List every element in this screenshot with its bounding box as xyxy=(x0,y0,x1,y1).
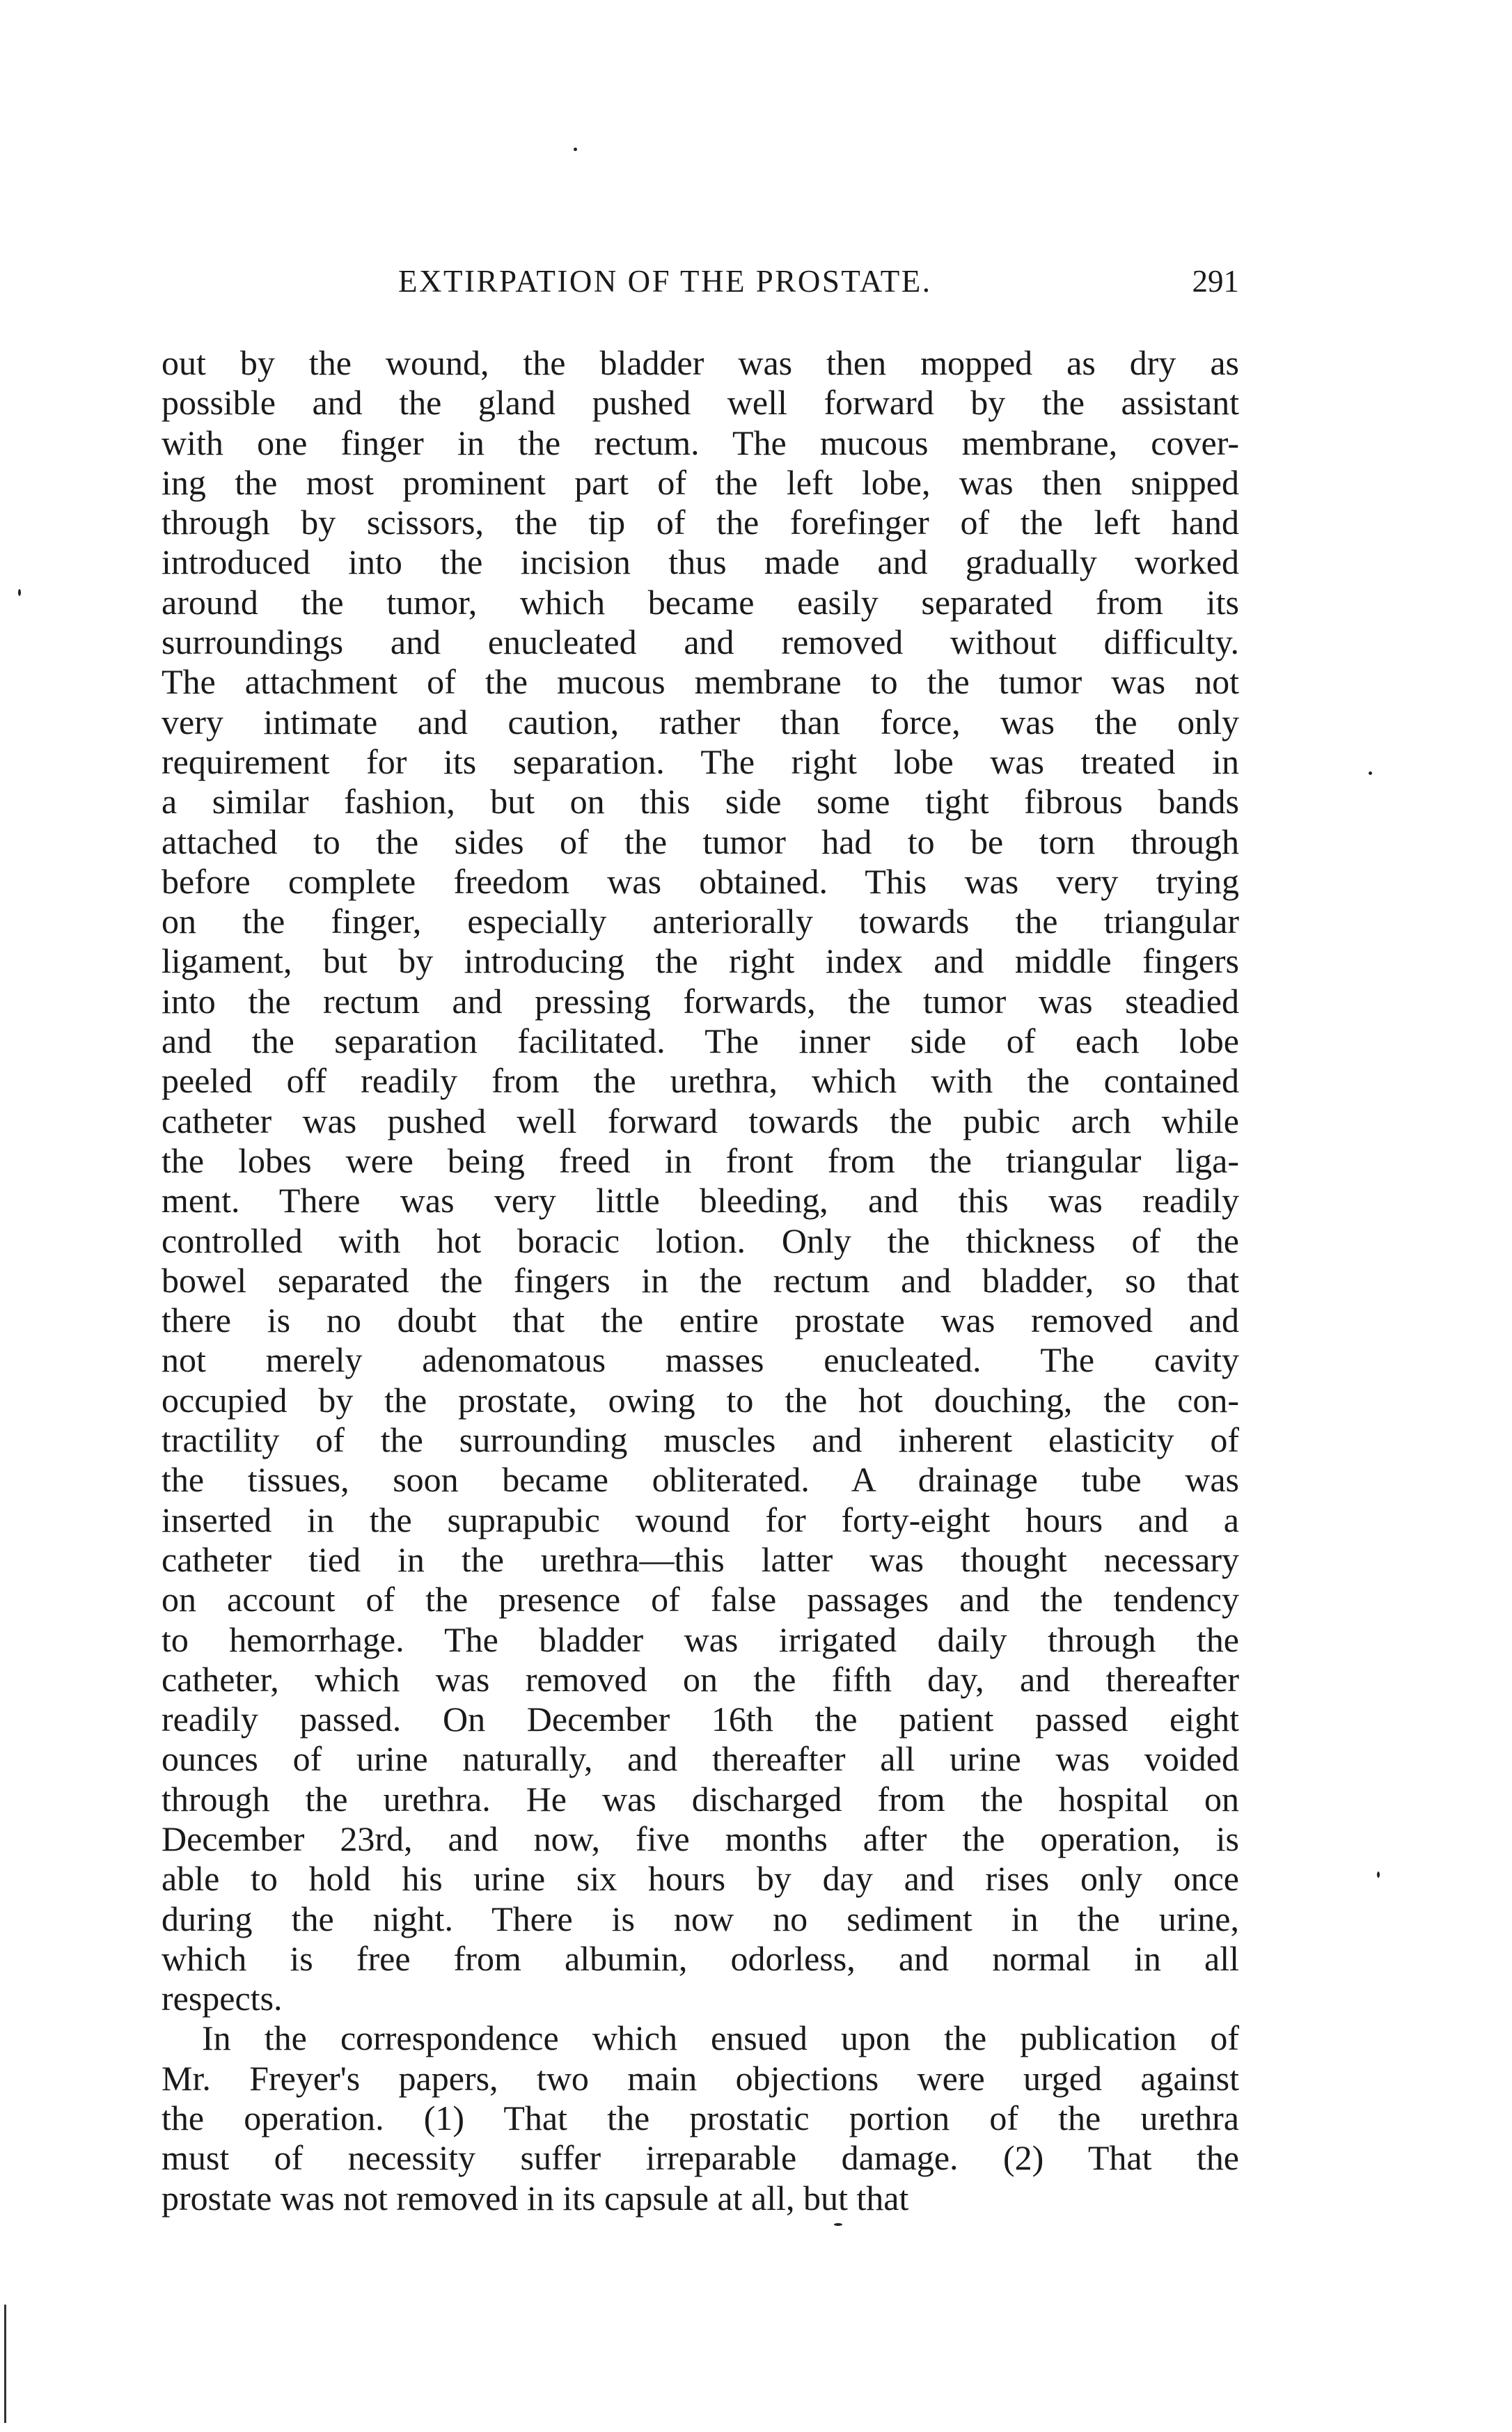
text-line: surroundings and enucleated and removed without difficulty. xyxy=(162,622,1239,662)
page-header xyxy=(162,263,1239,308)
text-line: before complete freedom was obtained. This was very trying xyxy=(162,861,1239,901)
text-line: December 23rd, and now, five months after the operation, is xyxy=(162,1819,1239,1858)
text-line: inserted in the suprapubic wound for forty-eight hours and a xyxy=(162,1500,1239,1539)
text-line: through the urethra. He was discharged from the hospital on xyxy=(162,1779,1239,1819)
text-line: controlled with hot boracic lotion. Only the thickness of the xyxy=(162,1221,1239,1260)
text-line: peeled off readily from the urethra, which with the contained xyxy=(162,1061,1239,1101)
text-line: ligament, but by introducing the right index and middle fingers xyxy=(162,941,1239,981)
text-line: possible and the gland pushed well forward by the assistant xyxy=(162,383,1239,423)
text-line: on account of the presence of false passages and the tendency xyxy=(162,1580,1239,1619)
text-line: into the rectum and pressing forwards, the tumor was steadied xyxy=(162,981,1239,1021)
text-line: catheter, which was removed on the fifth day, and thereafter xyxy=(162,1659,1239,1699)
paragraph-1 xyxy=(162,343,1239,2018)
text-line: the tissues, soon became obliterated. A drainage tube was xyxy=(162,1460,1239,1500)
text-line: on the finger, especially anteriorally towards the triangular xyxy=(162,902,1239,941)
text-line: Mr. Freyer's papers, two main objections were urged against xyxy=(162,2058,1239,2098)
text-line: to hemorrhage. The bladder was irrigated daily through the xyxy=(162,1619,1239,1659)
text-line: attached to the sides of the tumor had to be torn through xyxy=(162,822,1239,861)
text-line: and the separation facilitated. The inner side of each lobe xyxy=(162,1021,1239,1061)
text-line: around the tumor, which became easily separated from its xyxy=(162,582,1239,622)
body-text xyxy=(162,343,1239,2218)
text-line: during the night. There is now no sediment in the urine, xyxy=(162,1899,1239,1938)
text-line: able to hold his urine six hours by day and rises only once xyxy=(162,1859,1239,1899)
speck-top xyxy=(574,148,577,151)
page-number: 291 xyxy=(1192,264,1239,299)
text-line: The attachment of the mucous membrane to the tumor was not xyxy=(162,662,1239,702)
text-line: which is free from albumin, odorless, and normal in all xyxy=(162,1938,1239,1978)
text-line: bowel separated the fingers in the rectum and bladder, so that xyxy=(162,1260,1239,1300)
text-line: respects. xyxy=(162,1979,283,2018)
text-line: ment. There was very little bleeding, and this was readily xyxy=(162,1181,1239,1221)
text-line: out by the wound, the bladder was then mopped as dry as xyxy=(162,343,1239,382)
text-line: the lobes were being freed in front from the triangular liga- xyxy=(162,1140,1239,1180)
speck-right-margin-2 xyxy=(1377,1872,1380,1878)
text-line: introduced into the incision thus made and gradually worked xyxy=(162,542,1239,582)
paragraph-2 xyxy=(162,2018,1239,2218)
text-line: must of necessity suffer irreparable damage. (2) That the xyxy=(162,2138,1239,2178)
speck-bottom xyxy=(834,2223,842,2226)
text-line: catheter was pushed well forward towards the pubic arch while xyxy=(162,1101,1239,1140)
text-line: requirement for its separation. The right lobe was treated in xyxy=(162,742,1239,781)
text-line: prostate was not removed in its capsule at all, but that xyxy=(162,2178,909,2218)
text-line: not merely adenomatous masses enucleated. The cavity xyxy=(162,1340,1239,1380)
running-title: EXTIRPATION OF THE PROSTATE. xyxy=(398,264,932,299)
text-line: through by scissors, the tip of the forefinger of the left hand xyxy=(162,503,1239,542)
text-line: catheter tied in the urethra—this latter was thought necessary xyxy=(162,1539,1239,1579)
speck-right-margin-1 xyxy=(1369,771,1372,775)
speck-left-margin xyxy=(18,589,21,596)
text-line: there is no doubt that the entire prostate was removed and xyxy=(162,1301,1239,1340)
text-line: In the correspondence which ensued upon the publication of xyxy=(202,2018,1239,2058)
scan-edge-mark xyxy=(4,2305,6,2423)
text-line: occupied by the prostate, owing to the hot douching, the con- xyxy=(162,1380,1239,1420)
text-line: a similar fashion, but on this side some tight fibrous bands xyxy=(162,782,1239,822)
text-line: ounces of urine naturally, and thereafter all urine was voided xyxy=(162,1739,1239,1779)
text-line: readily passed. On December 16th the patient passed eight xyxy=(162,1700,1239,1739)
text-line: tractility of the surrounding muscles and inherent elasticity of xyxy=(162,1420,1239,1460)
text-line: ing the most prominent part of the left lobe, was then snipped xyxy=(162,462,1239,502)
text-line: the operation. (1) That the prostatic portion of the urethra xyxy=(162,2098,1239,2138)
text-line: with one finger in the rectum. The mucous membrane, cover- xyxy=(162,423,1239,462)
text-line: very intimate and caution, rather than force, was the only xyxy=(162,702,1239,742)
